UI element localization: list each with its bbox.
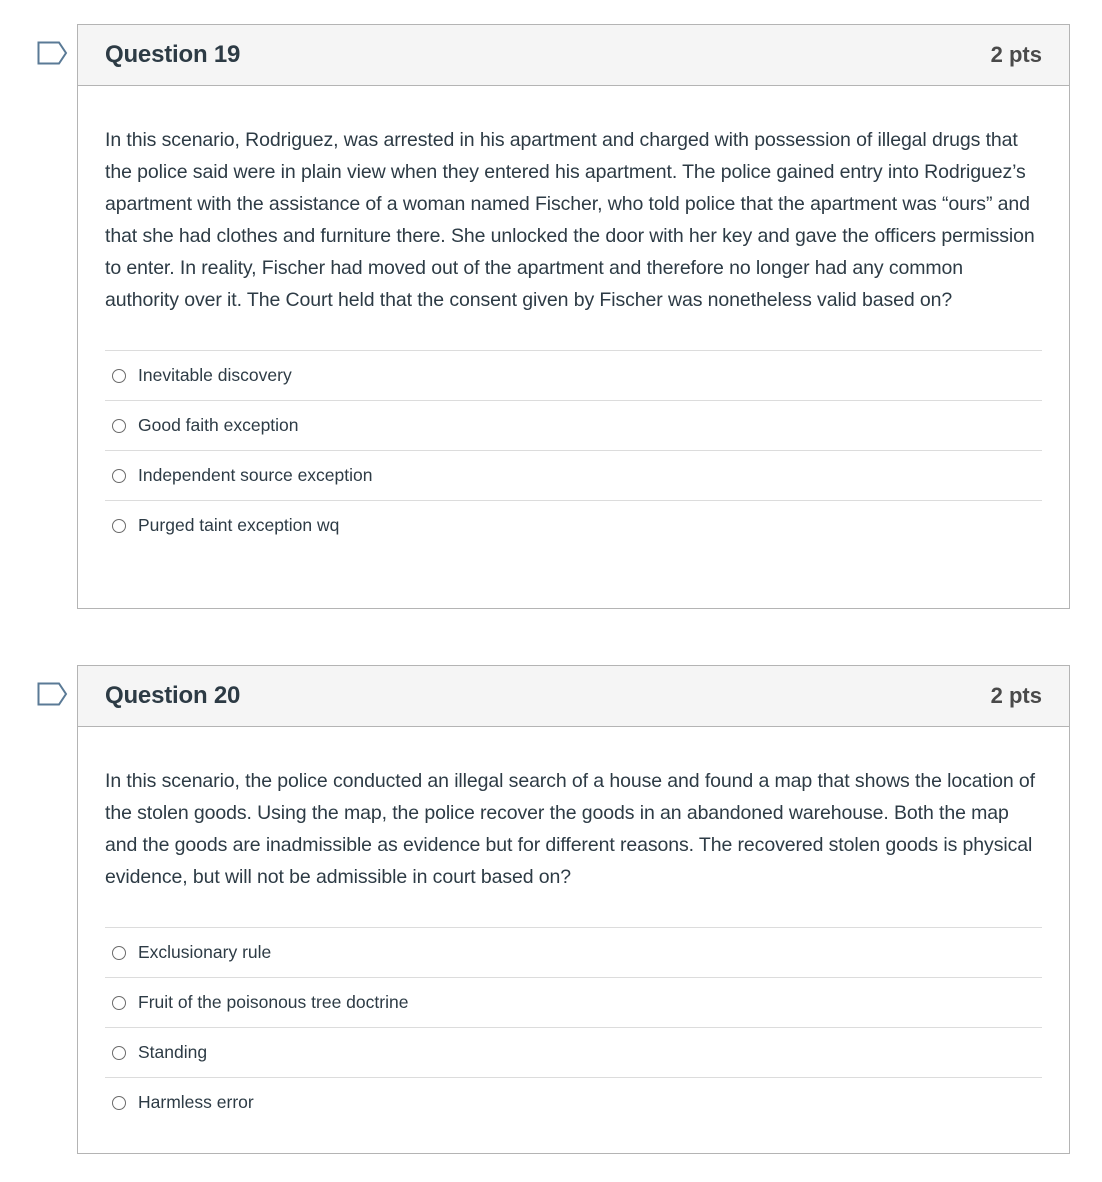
answer-label: Fruit of the poisonous tree doctrine — [138, 992, 409, 1012]
question-text: In this scenario, Rodriguez, was arrested in his apartment and charged with possession of illegal drugs that the police said were in plain view when they entered his apartment. The police gained entry into Rodriguez’s apartment with the assistance of a woman named Fischer, who told police that the apartment was “ours” and that she had clothes and furniture there. She unlocked the door with her key and gave the officers permission to enter. In reality, Fischer had moved out of the apartment and therefore no longer had any common authority over it. The Court held that the consent given by Fischer was nonetheless valid based on? — [105, 129, 1035, 311]
answer-list — [105, 927, 1042, 1127]
question-title: Question 19 — [105, 41, 241, 68]
bookmark-flag-icon — [37, 41, 69, 65]
question-text: In this scenario, the police conducted an illegal search of a house and found a map that shows the location of the stolen goods. Using the map, the police recover the goods in an abandoned warehouse. Both the map and the goods are inadmissible as evidence but for different reasons. The recovered stolen goods is physical evidence, but will not be admissible in court based on? — [105, 770, 1035, 888]
answer-list — [105, 350, 1042, 550]
radio-button[interactable] — [112, 1096, 126, 1110]
bookmark-question-19-button[interactable] — [37, 41, 69, 65]
answer-label: Harmless error — [138, 1092, 254, 1112]
radio-button[interactable] — [112, 419, 126, 433]
question-card — [77, 24, 1070, 609]
question-card — [77, 665, 1070, 1154]
answer-label: Exclusionary rule — [138, 942, 272, 962]
question-body — [78, 727, 1069, 1127]
radio-button[interactable] — [112, 469, 126, 483]
question-points: 2 pts — [990, 683, 1042, 708]
bookmark-flag-icon — [37, 682, 69, 706]
bookmark-question-20-button[interactable] — [37, 682, 69, 706]
question-body — [78, 86, 1069, 550]
answer-label: Inevitable discovery — [138, 365, 292, 385]
answer-option[interactable] — [105, 351, 1042, 401]
answer-option[interactable] — [105, 978, 1042, 1028]
radio-button[interactable] — [112, 946, 126, 960]
answer-option[interactable] — [105, 451, 1042, 501]
answer-option[interactable] — [105, 401, 1042, 451]
answer-label: Independent source exception — [138, 465, 373, 485]
question-header — [78, 25, 1069, 86]
answer-label: Good faith exception — [138, 415, 299, 435]
radio-button[interactable] — [112, 519, 126, 533]
question-title: Question 20 — [105, 682, 241, 709]
radio-button[interactable] — [112, 369, 126, 383]
question-points: 2 pts — [990, 42, 1042, 67]
radio-button[interactable] — [112, 996, 126, 1010]
answer-label: Purged taint exception wq — [138, 515, 340, 535]
question-header — [78, 666, 1069, 727]
answer-option[interactable] — [105, 928, 1042, 978]
answer-option[interactable] — [105, 501, 1042, 550]
answer-label: Standing — [138, 1042, 208, 1062]
radio-button[interactable] — [112, 1046, 126, 1060]
answer-option[interactable] — [105, 1028, 1042, 1078]
answer-option[interactable] — [105, 1078, 1042, 1127]
